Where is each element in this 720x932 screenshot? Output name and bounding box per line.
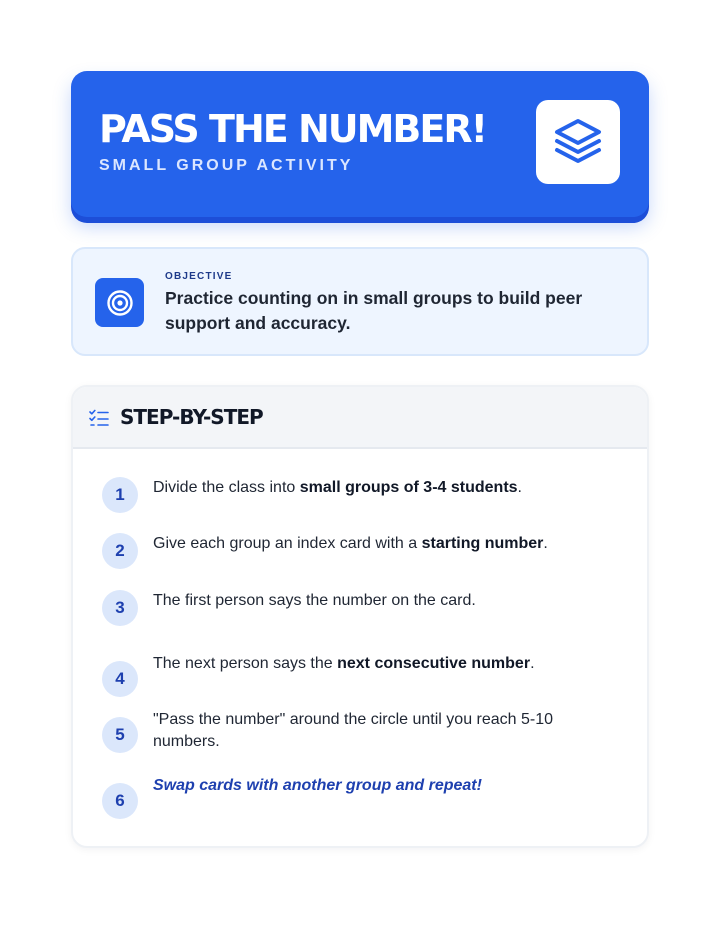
checklist-icon (89, 409, 109, 427)
steps-card (71, 385, 649, 848)
objective-text: Practice counting on in small groups to build peer support and accuracy. (165, 288, 583, 333)
activity-subtitle: SMALL GROUP ACTIVITY (99, 157, 354, 174)
activity-title: PASS THE NUMBER! (99, 107, 486, 151)
objective-label: OBJECTIVE (165, 271, 233, 282)
step-text: Divide the class into small groups of 3-4 students. (153, 479, 522, 496)
step-number: 2 (102, 533, 138, 569)
step-number: 6 (102, 783, 138, 819)
layers-icon (551, 115, 605, 169)
target-icon (105, 288, 135, 318)
step-text: The first person says the number on the card. (153, 592, 476, 609)
step-number: 1 (102, 477, 138, 513)
step-text: Swap cards with another group and repeat! (153, 777, 482, 794)
steps-title: STEP-BY-STEP (120, 405, 263, 429)
activity-header (71, 71, 649, 217)
step-text: The next person says the next consecutive number. (153, 655, 535, 672)
step-text: Give each group an index card with a starting number. (153, 535, 548, 552)
step-number: 3 (102, 590, 138, 626)
objective-card (71, 247, 649, 356)
objective-icon-container (95, 278, 144, 327)
header-icon-container (536, 100, 620, 184)
step-number: 5 (102, 717, 138, 753)
step-text: "Pass the number" around the circle until you reach 5-10 numbers. (153, 711, 554, 750)
step-number: 4 (102, 661, 138, 697)
steps-header (73, 387, 647, 449)
